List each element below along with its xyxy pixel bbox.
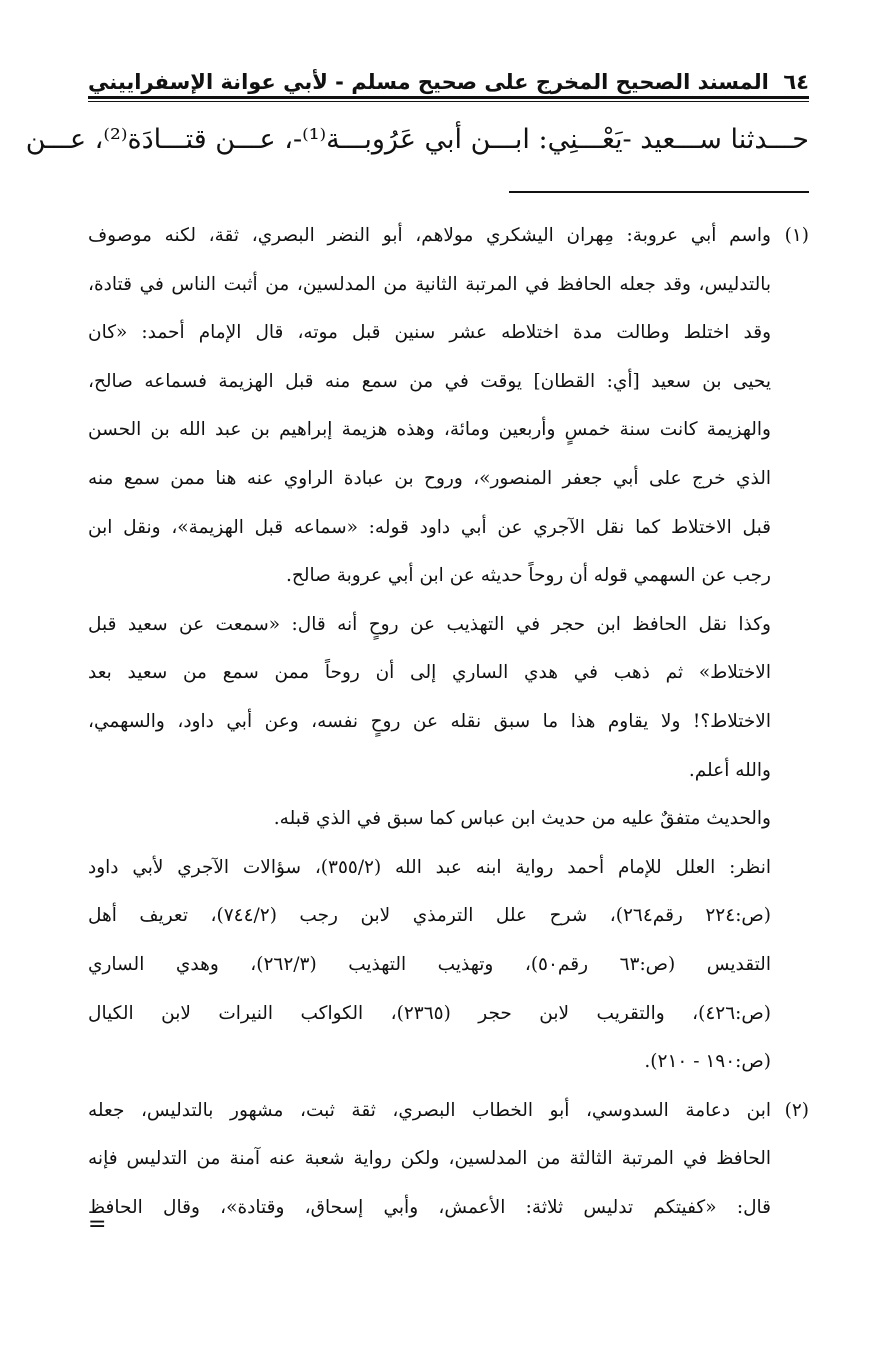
footnote-line: رجب عن السهمي قوله أن روحاً حديثه عن ابن أبي عروبة صالح. [286,565,771,587]
footnote-number: (٢) [784,1099,809,1121]
footnote-separator [509,191,809,193]
footnote-line: بالتدليس، وقد جعله الحافظ في المرتبة الثانية من المدلسين، من أثبت الناس في قتادة، [88,273,771,295]
footnote-line: والله أعلم. [688,759,771,781]
footnote-body [88,1087,771,1233]
footnote-line: والهزيمة كانت سنة خمسٍ وأربعين ومائة، وهذه هزيمة إبراهيم بن عبد الله بن الحسن [88,419,771,441]
book-title: المسند الصحيح المخرج على صحيح مسلم - لأبي عوانة الإسفراييني [88,70,769,94]
footnote-line: انظر: العلل للإمام أحمد رواية ابنه عبد الله (٣٥٥/٢)، سؤالات الآجري لأبي داود [88,856,771,878]
footnote-line: وكذا نقل الحافظ ابن حجر في التهذيب عن روحٍ أنه قال: «سمعت عن سعيد قبل [88,613,771,635]
footnote-line: الذي خرج على أبي جعفر المنصور»، وروح بن عبادة الراوي عنه هنا ممن سمع منه [88,467,771,489]
footnote-line: الاختلاط» ثم ذهب في هدي الساري إلى أن روحاً ممن سمع من سعيد بعد [88,662,771,684]
footnote-line: ابن دعامة السدوسي، أبو الخطاب البصري، ثقة ثبت، مشهور بالتدليس، جعله [88,1099,771,1121]
footnote-2 [88,1087,809,1233]
footnote-line: وقد اختلط وطالت مدة اختلاطه عشر سنين قبل موته، قال الإمام أحمد: «كان [88,322,771,344]
main-text-line: حـــدثنا ســـعيد -يَعْـــنِي: ابـــن أبي عَرُوبـــة⁽¹⁾-، عـــن قتـــادَة⁽²⁾، عـــن [25,124,809,155]
continuation-mark: = [88,1212,107,1237]
footnote-line: الحافظ في المرتبة الثالثة من المدلسين، ولكن رواية شعبة عنه آمنة من التدليس فإنه [88,1148,771,1170]
footnote-line: يحيى بن سعيد [أي: القطان] يوقت في من سمع منه قبل الهزيمة فسماعه صالح، [88,370,771,392]
footnote-line: قبل الاختلاط كما نقل الآجري عن أبي داود قوله: «سماعه قبل الهزيمة»، ونقل ابن [88,516,771,538]
footnote-line: والحديث متفقٌ عليه من حديث ابن عباس كما سبق في الذي قبله. [273,808,771,830]
footnotes [88,212,809,1232]
header-rule [88,96,809,99]
footnote-line: الاختلاط؟! ولا يقاوم هذا ما سبق نقله عن روحٍ نفسه، وعن أبي داود، والسهمي، [88,710,771,732]
footnote-line: (ص:٤٢٦)، والتقريب لابن حجر (٢٣٦٥)، الكواكب النيرات لابن الكيال [88,1002,771,1024]
footnote-line: (ص:٢٢٤ رقم٢٦٤)، شرح علل الترمذي لابن رجب (٧٤٤/٢)، تعريف أهل [88,905,771,927]
footnote-line: قال: «كفيتكم تدليس ثلاثة: الأعمش، وأبي إسحاق، وقتادة»، وقال الحافظ [88,1196,771,1218]
footnote-line: (ص:١٩٠ - ٢١٠). [644,1051,771,1073]
page-number: ٦٤ [783,70,809,94]
footnote-number: (١) [784,225,809,246]
footnote-line: التقديس (ص:٦٣ رقم٥٠)، وتهذيب التهذيب (٢٦٢/٣)، وهدي الساري [88,953,771,975]
footnote-1 [88,212,809,1087]
header-rule-thin [88,101,809,102]
footnote-body [88,212,771,1087]
running-header [88,58,809,94]
footnote-line: واسم أبي عروبة: مِهران اليشكري مولاهم، أبو النضر البصري، ثقة، لكنه موصوف [88,225,771,246]
